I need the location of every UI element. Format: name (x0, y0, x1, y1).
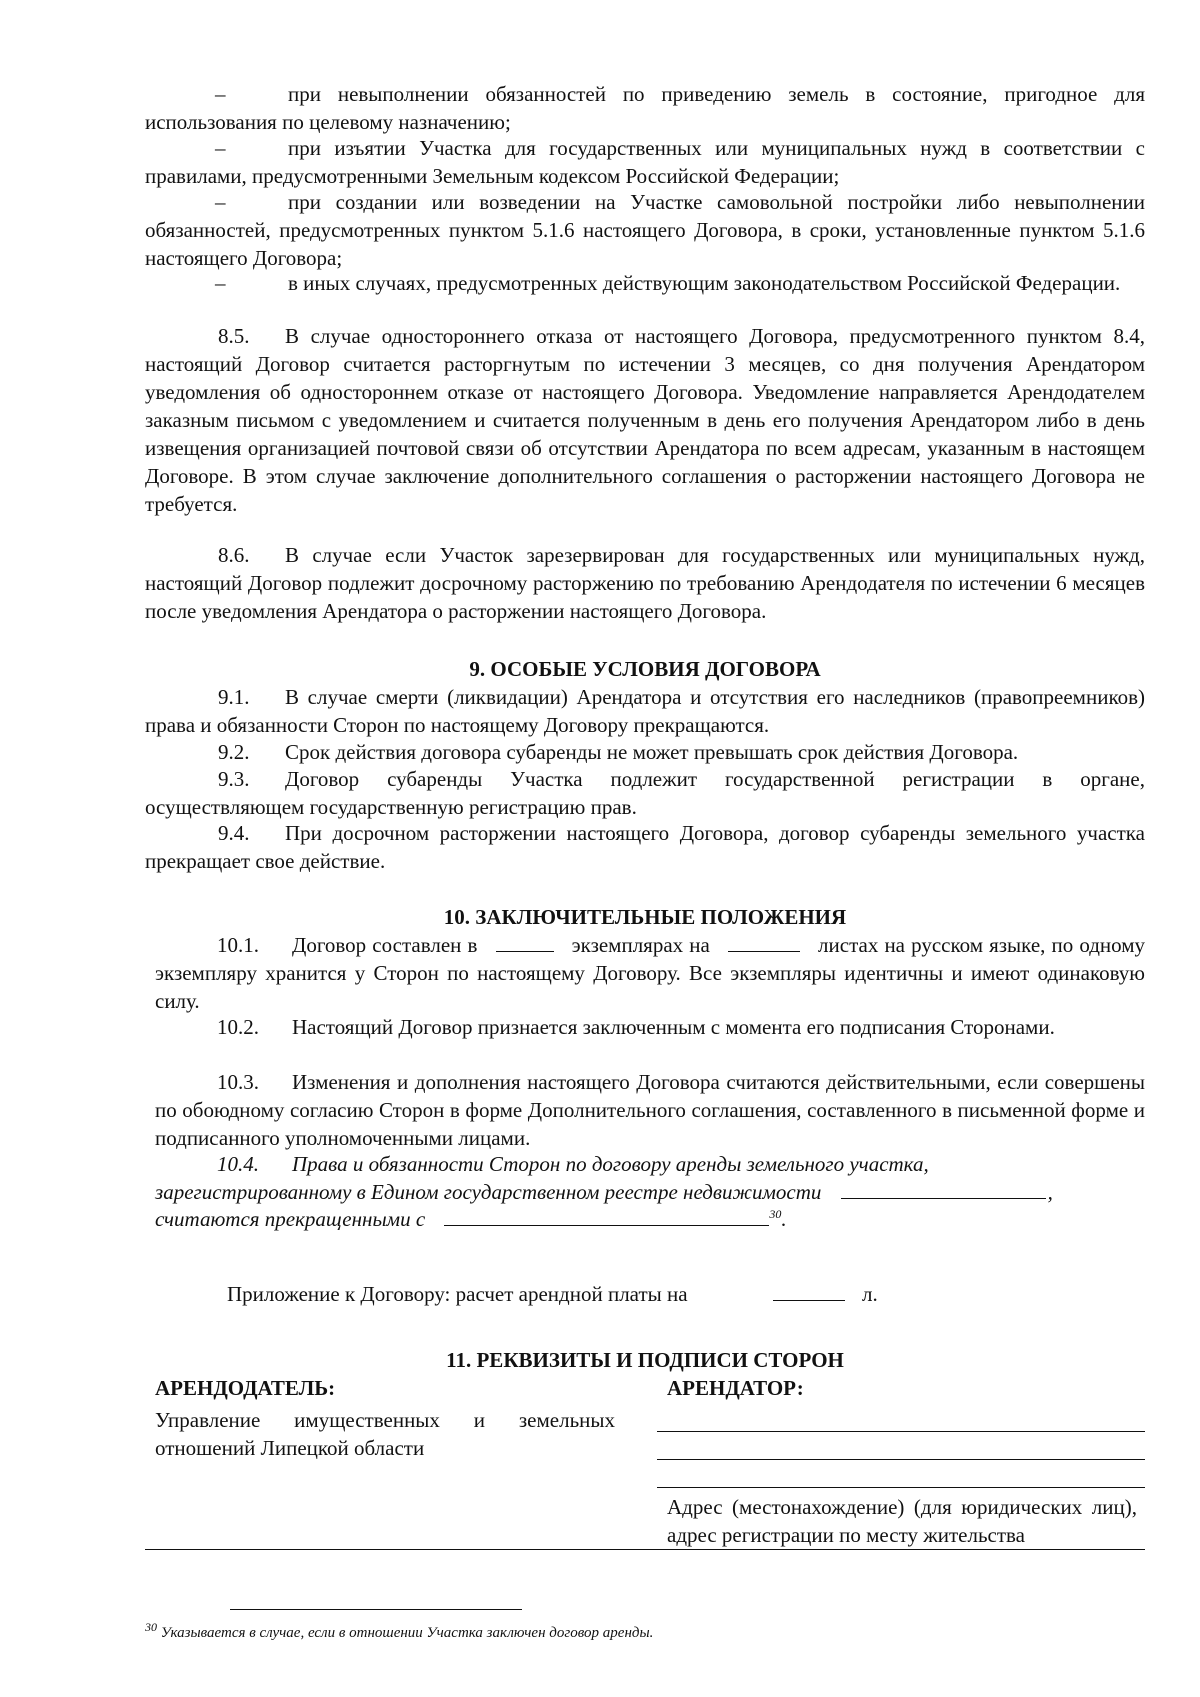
clause-10-1: 10.1. Договор составлен в экземплярах на листах на русском языке, по одному экземпляру хранится у Сторон по настоящему Договору. Все экземпляры идентичны и имеют одинаковую силу. (155, 933, 1146, 1013)
clause-9-2: 9.2. Срок действия договора субаренды не может превышать срок действия Договора. (218, 740, 1019, 764)
clause-9-1: 9.1. В случае смерти (ликвидации) Арендатора и отсутствия его наследников (правопреемников) права и обязанности Сторон по настоящему Договору прекращаются. (145, 685, 1145, 737)
paragraph-dash-2: – при изъятии Участка для государственных или муниципальных нужд в соответствии с правилами, предусмотренными Земельным кодексом Российской Федерации; (145, 136, 1145, 188)
copies-count-blank[interactable] (496, 931, 554, 952)
clause-10-4: 10.4. Права и обязанности Сторон по договору аренды земельного участка, (217, 1152, 929, 1176)
footnote: $^{30}$ Указывается в случае, если в отношении Участка заключен договор аренды. (145, 1620, 654, 1641)
clause-8-6: 8.6. В случае если Участок зарезервирован для государственных или муниципальных нужд, настоящий Договор подлежит досрочному расторжению по требованию Арендодателя по истечении 6 месяцев после уведомления Арендатора о расторжении настоящего Договора. (145, 543, 1145, 623)
lessee-line-1[interactable] (657, 1431, 1145, 1432)
lessor-name: Управление имущественных и земельных отношений Липецкой области (155, 1408, 615, 1460)
registry-number-blank[interactable] (841, 1178, 1046, 1199)
signature-bottom-line (145, 1549, 1145, 1550)
paragraph-dash-1: – при невыполнении обязанностей по приведению земель в состояние, пригодное для использования по целевому назначению; (145, 82, 1145, 134)
lessee-line-2[interactable] (657, 1459, 1145, 1460)
lessor-title: АРЕНДОДАТЕЛЬ: (155, 1376, 336, 1400)
clause-8-5: 8.5. В случае одностороннего отказа от настоящего Договора, предусмотренного пунктом 8.4, настоящий Договор считается расторгнутым по истечении 3 месяцев, со дня получения Арендатором уведомления об одностороннем отказе от настоящего Договора. Уведомление направляется Арендодателем заказным письмом с уведомлением и считается полученным в день его получения Арендатором либо в день извещения организацией почтовой связи об отсутствии Арендатора по всем адресам, указанным в настоящем Договоре. В этом случае заключение дополнительного соглашения о расторжении настоящего Договора не требуется. (145, 324, 1145, 516)
clause-9-4: 9.4. При досрочном расторжении настоящего Договора, договор субаренды земельного участка прекращает свое действие. (145, 821, 1145, 873)
lessee-line-3[interactable] (657, 1487, 1145, 1488)
clause-10-2: 10.2. Настоящий Договор признается заключенным с момента его подписания Сторонами. (217, 1015, 1055, 1039)
section-10-title: 10. ЗАКЛЮЧИТЕЛЬНЫЕ ПОЛОЖЕНИЯ (443, 905, 847, 929)
lessee-title: АРЕНДАТОР: (667, 1376, 804, 1400)
clause-10-4-line2: зарегистрированному в Едином государственном реестре недвижимости , (155, 1180, 1053, 1204)
footnote-separator (230, 1609, 522, 1610)
clause-10-4-line3: считаются прекращенными с $^{30}$. (155, 1207, 787, 1231)
clause-9-3: 9.3. Договор субаренды Участка подлежит государственной регистрации в органе, осуществляющем государственную регистрацию прав. (145, 767, 1145, 819)
section-9-title: 9. ОСОБЫЕ УСЛОВИЯ ДОГОВОРА (469, 657, 821, 681)
appendix-sheets-blank[interactable] (773, 1280, 845, 1301)
termination-date-blank[interactable] (444, 1205, 769, 1226)
lessee-address-label: Адрес (местонахождение) (для юридических лиц), адрес регистрации по месту жительства (667, 1495, 1137, 1547)
paragraph-dash-4: – в иных случаях, предусмотренных действующим законодательством Российской Федерации. (215, 271, 1121, 295)
section-11-title: 11. РЕКВИЗИТЫ И ПОДПИСИ СТОРОН (446, 1348, 844, 1372)
appendix-line: Приложение к Договору: расчет арендной платы на л. (227, 1282, 878, 1306)
paragraph-dash-3: – при создании или возведении на Участке самовольной постройки либо невыполнении обязанностей, предусмотренных пунктом 5.1.6 настоящего Договора, в сроки, установленные пунктом 5.1.6 настоящего Договора; (145, 190, 1145, 270)
sheets-count-blank[interactable] (728, 931, 800, 952)
clause-10-3: 10.3. Изменения и дополнения настоящего Договора считаются действительными, если совершены по обоюдному согласию Сторон в форме Дополнительного соглашения, составленного в письменной форме и подписанного уполномоченными лицами. (155, 1070, 1145, 1150)
footnote-ref: 30 (769, 1207, 782, 1221)
